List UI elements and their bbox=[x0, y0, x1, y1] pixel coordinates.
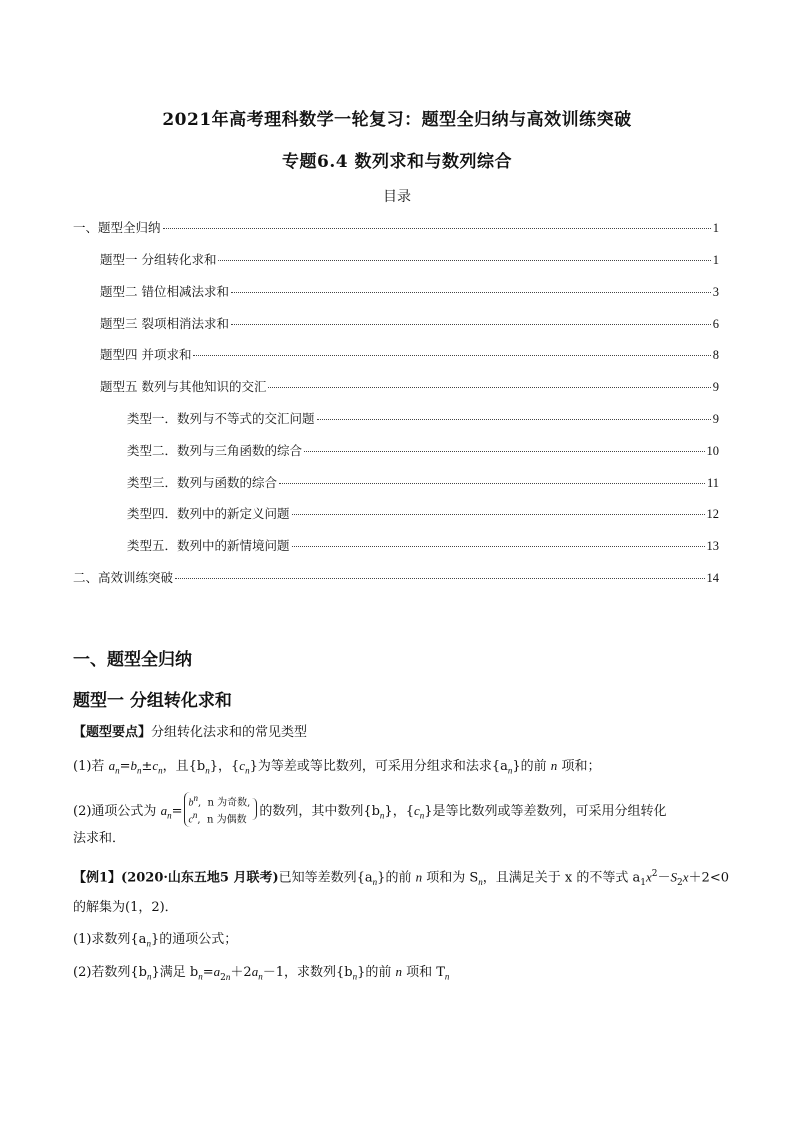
toc-leader bbox=[317, 419, 711, 420]
toc-leader bbox=[279, 483, 705, 484]
toc-entry-page: 6 bbox=[712, 317, 719, 331]
toc-entry-label: 题型一 分组转化求和 bbox=[100, 252, 217, 267]
question-2: (2)若数列$\{b_n\}$满足 $b_n=a_{2n}+2a_n-1$，求数列$\{b_n\}$的前 n 项和 $T_n$ bbox=[73, 964, 450, 983]
toc-heading: 目录 bbox=[383, 189, 411, 205]
toc-entry-label: 一、题型全归纳 bbox=[73, 220, 161, 235]
toc-entry-page: 1 bbox=[712, 253, 719, 267]
toc-entry-label: 二、高效训练突破 bbox=[73, 570, 174, 585]
document-title: 2021年高考理科数学一轮复习：题型全归纳与高效训练突破 bbox=[162, 110, 632, 130]
item-2: (2)通项公式为 $a_n=b^n$, n 为奇数, $c^n$, n 为偶数的数列，其中数列$\{b_n\}$，$\{c_n\}$是等比数列或等差数列，可采用分组转化 bbox=[73, 793, 667, 826]
example-label: 【例1】 bbox=[73, 870, 122, 886]
piecewise-formula: $b^n$, n 为奇数, $c^n$, n 为偶数 bbox=[184, 792, 250, 827]
toc-entry[interactable] bbox=[127, 473, 719, 491]
key-point-label: 【题型要点】 bbox=[73, 725, 152, 740]
toc-entry[interactable] bbox=[100, 282, 719, 300]
toc-entry-label: 题型四 并项求和 bbox=[100, 347, 192, 362]
item-2-continued: 法求和． bbox=[73, 831, 126, 846]
toc-entry-page: 8 bbox=[712, 348, 719, 362]
toc-entry-label: 题型二 错位相减法求和 bbox=[100, 284, 229, 299]
toc-leader bbox=[231, 324, 711, 325]
example-1: 【例1】(2020·山东五地5 月联考)已知等差数列$\{a_n\}$的前 n 项和为 $S_n$，且满足关于 x 的不等式 $a_1x^2-S_2x+2<0$ bbox=[73, 869, 729, 888]
toc-entry[interactable] bbox=[127, 441, 719, 459]
subsection-heading: 题型一 分组转化求和 bbox=[73, 691, 232, 711]
toc-entry-page: 3 bbox=[712, 285, 719, 299]
toc-leader bbox=[231, 292, 711, 293]
toc-leader bbox=[292, 514, 705, 515]
toc-leader bbox=[175, 578, 704, 579]
toc-entry[interactable] bbox=[100, 250, 719, 268]
toc-entry[interactable] bbox=[127, 409, 719, 427]
toc-entry[interactable] bbox=[127, 504, 719, 522]
example-1-continued: 的解集为(1，2)． bbox=[73, 900, 178, 915]
question-1: (1)求数列$\{a_n\}$的通项公式； bbox=[73, 932, 238, 949]
document-subtitle: 专题6.4 数列求和与数列综合 bbox=[282, 152, 512, 172]
toc-entry-label: 类型一．数列与不等式的交汇问题 bbox=[127, 411, 315, 426]
example-source: (2020·山东五地5 月联考) bbox=[121, 870, 279, 886]
toc-entry[interactable] bbox=[100, 314, 719, 332]
toc-entry-page: 13 bbox=[706, 539, 719, 553]
toc-entry-label: 类型二．数列与三角函数的综合 bbox=[127, 443, 303, 458]
toc-entry-label: 类型五．数列中的新情境问题 bbox=[127, 538, 290, 553]
toc-entry-page: 1 bbox=[712, 221, 719, 235]
toc-entry[interactable] bbox=[73, 568, 719, 586]
toc-entry-page: 9 bbox=[712, 412, 719, 426]
item-1: (1)若 $a_n=b_n\pm c_n$，且$\{b_n\}$，$\{c_n\}$为等差或等比数列，可采用分组求和法求$\{a_n\}$的前 n 项和； bbox=[73, 758, 601, 776]
piecewise-right-bracket bbox=[252, 798, 257, 820]
toc-entry-page: 14 bbox=[706, 571, 719, 585]
toc-entry[interactable] bbox=[100, 345, 719, 363]
toc-entry-page: 11 bbox=[706, 476, 719, 490]
toc-leader bbox=[292, 546, 705, 547]
toc-leader bbox=[163, 228, 711, 229]
key-point-text: 分组转化法求和的常见类型 bbox=[151, 725, 308, 740]
toc-entry[interactable] bbox=[73, 218, 719, 236]
toc-entry-label: 类型三．数列与函数的综合 bbox=[127, 475, 278, 490]
toc-entry-page: 12 bbox=[706, 507, 719, 521]
toc-leader bbox=[218, 260, 710, 261]
toc-entry[interactable] bbox=[100, 377, 719, 395]
toc-entry-page: 9 bbox=[712, 380, 719, 394]
toc-entry[interactable] bbox=[127, 536, 719, 554]
toc-entry-page: 10 bbox=[706, 444, 719, 458]
toc-entry-label: 题型五 数列与其他知识的交汇 bbox=[100, 379, 267, 394]
toc-entry-label: 题型三 裂项相消法求和 bbox=[100, 316, 229, 331]
toc-entry-label: 类型四．数列中的新定义问题 bbox=[127, 506, 290, 521]
toc-leader bbox=[193, 355, 710, 356]
toc-leader bbox=[268, 387, 710, 388]
toc-leader bbox=[304, 451, 704, 452]
section-heading: 一、题型全归纳 bbox=[73, 650, 192, 670]
key-point-line bbox=[73, 724, 307, 742]
